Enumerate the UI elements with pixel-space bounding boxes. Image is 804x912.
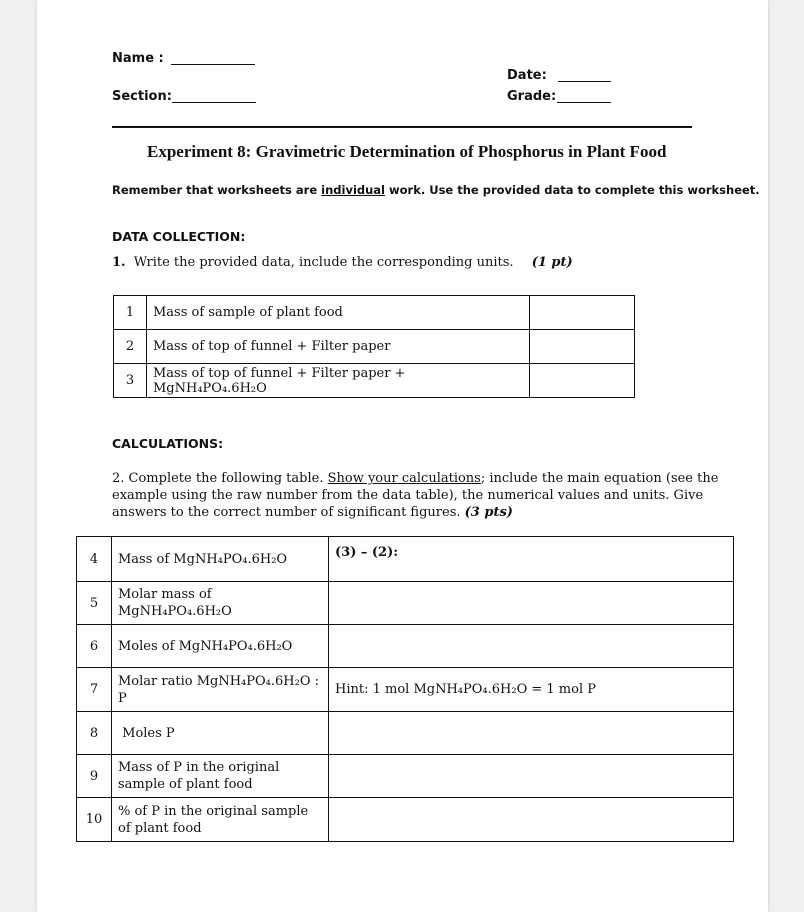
row-number: 6 — [77, 625, 112, 668]
row-number: 7 — [77, 668, 112, 712]
section-blank[interactable] — [172, 102, 256, 103]
row-answer-cell[interactable] — [329, 712, 734, 755]
q2-points: (3 pts) — [464, 505, 513, 520]
row-number: 8 — [77, 712, 112, 755]
row-number: 1 — [114, 296, 147, 330]
row-number: 5 — [77, 582, 112, 625]
grade-blank[interactable] — [557, 102, 611, 103]
row-description: Molar ratio MgNH₄PO₄.6H₂O : P — [112, 668, 329, 712]
table-row — [77, 755, 734, 798]
row-answer-cell[interactable]: Hint: 1 mol MgNH₄PO₄.6H₂O = 1 mol P — [329, 668, 734, 712]
table-row — [77, 798, 734, 842]
reminder-before: Remember that worksheets are — [112, 183, 322, 197]
date-label: Date: — [507, 68, 547, 83]
name-label: Name : — [112, 51, 164, 66]
row-description: Mass of MgNH₄PO₄.6H₂O — [112, 537, 329, 582]
grade-label: Grade: — [507, 89, 557, 104]
row-description: Mass of top of funnel + Filter paper + MgNH₄PO₄.6H₂O — [147, 364, 530, 398]
question-1 — [112, 255, 573, 270]
row-description: Moles P — [112, 712, 329, 755]
row-number: 2 — [114, 330, 147, 364]
row-answer-cell[interactable]: (3) – (2): — [329, 537, 734, 582]
date-blank[interactable] — [558, 81, 611, 82]
row-description: Mass of top of funnel + Filter paper — [147, 330, 530, 364]
row-number: 4 — [77, 537, 112, 582]
row-value-cell[interactable] — [530, 296, 635, 330]
q1-number: 1. — [112, 255, 126, 270]
table-row — [77, 582, 734, 625]
row-number: 10 — [77, 798, 112, 842]
row-description: % of P in the original sample of plant food — [112, 798, 329, 842]
table-row — [77, 712, 734, 755]
question-2 — [112, 470, 718, 521]
q2-line-3 — [112, 504, 718, 521]
table-row — [114, 330, 635, 364]
table-row — [77, 668, 734, 712]
row-answer-cell[interactable] — [329, 625, 734, 668]
row-description: Moles of MgNH₄PO₄.6H₂O — [112, 625, 329, 668]
data-table — [113, 295, 635, 398]
data-collection-heading: DATA COLLECTION: — [112, 229, 246, 244]
row-answer-cell[interactable] — [329, 755, 734, 798]
row-answer-cell[interactable] — [329, 582, 734, 625]
row-value-cell[interactable] — [530, 330, 635, 364]
q2-line3-text: answers to the correct number of significant figures. — [112, 505, 461, 520]
q1-points: (1 pt) — [531, 255, 573, 270]
q1-text: Write the provided data, include the corresponding units. — [133, 255, 514, 270]
calculations-heading: CALCULATIONS: — [112, 436, 224, 451]
table-row — [114, 364, 635, 398]
row-answer-cell[interactable] — [329, 798, 734, 842]
calculations-table — [76, 536, 734, 842]
table-row — [77, 537, 734, 582]
section-label: Section: — [112, 89, 172, 104]
q2-line-2: example using the raw number from the data table), the numerical values and units. Give — [112, 488, 704, 503]
row-description: Mass of P in the original sample of plant food — [112, 755, 329, 798]
table-row — [114, 296, 635, 330]
reminder-after: work. Use the provided data to complete this worksheet. — [385, 183, 760, 197]
page-title: Experiment 8: Gravimetric Determination of Phosphorus in Plant Food — [147, 142, 667, 161]
q2-line1-underlined: Show your calculations — [327, 471, 481, 486]
name-blank[interactable] — [171, 64, 255, 65]
row-description: Mass of sample of plant food — [147, 296, 530, 330]
header-divider — [112, 126, 692, 128]
reminder-text — [112, 183, 760, 197]
worksheet-page — [37, 0, 768, 912]
q2-line-1 — [112, 470, 718, 487]
q2-line1-end: ; include the main equation (see the — [480, 471, 719, 486]
reminder-underlined: individual — [321, 183, 386, 197]
row-number: 9 — [77, 755, 112, 798]
table-row — [77, 625, 734, 668]
q2-line1-start: 2. Complete the following table. — [112, 471, 328, 486]
row-description: Molar mass of MgNH₄PO₄.6H₂O — [112, 582, 329, 625]
row-value-cell[interactable] — [530, 364, 635, 398]
row-number: 3 — [114, 364, 147, 398]
